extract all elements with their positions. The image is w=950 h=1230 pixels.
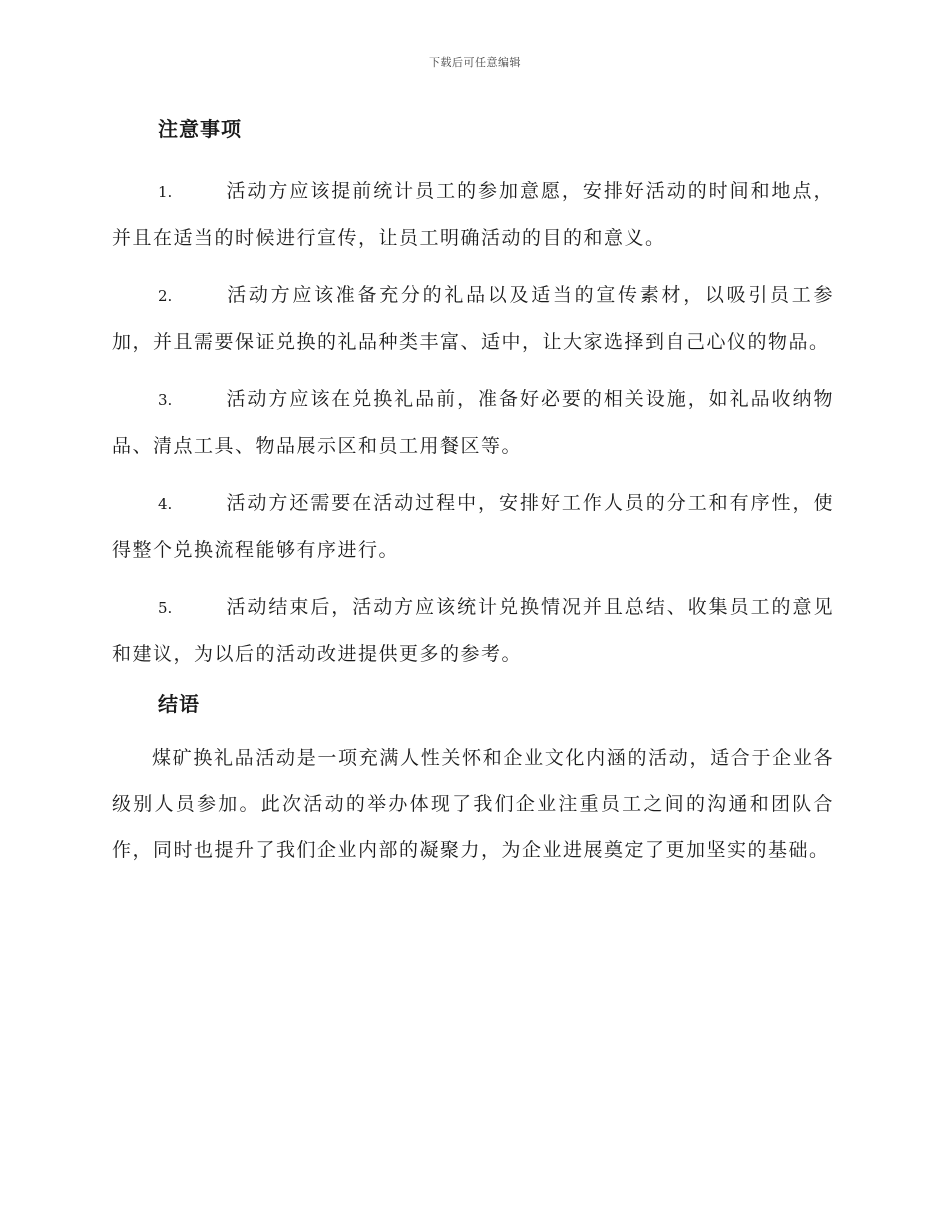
list-text: 活动结束后，活动方应该统计兑换情况并且总结、收集员工的意见和建议，为以后的活动改进提供更多的参考。: [112, 596, 834, 665]
notes-heading: 注意事项: [158, 117, 242, 141]
list-text: 活动方应该准备充分的礼品以及适当的宣传素材，以吸引员工参加，并且需要保证兑换的礼品种类丰富、适中，让大家选择到自己心仪的物品。: [112, 284, 834, 353]
list-item: [112, 584, 834, 677]
list-item: [112, 376, 834, 469]
document-body: [112, 113, 834, 873]
list-number: 4.: [158, 495, 173, 513]
list-text: 活动方应该提前统计员工的参加意愿，安排好活动的时间和地点，并且在适当的时候进行宣传，让员工明确活动的目的和意义。: [112, 180, 834, 249]
list-text: 活动方应该在兑换礼品前，准备好必要的相关设施，如礼品收纳物品、清点工具、物品展示区和员工用餐区等。: [112, 388, 834, 457]
conclusion-heading: 结语: [158, 692, 200, 716]
list-number: 2.: [158, 287, 173, 305]
header-note: 下载后可任意编辑: [429, 56, 521, 69]
conclusion-paragraph: 煤矿换礼品活动是一项充满人性关怀和企业文化内涵的活动，适合于企业各级别人员参加。此次活动的举办体现了我们企业注重员工之间的沟通和团队合作，同时也提升了我们企业内部的凝聚力，为企业进展奠定了更加坚实的基础。: [112, 747, 834, 861]
list-number: 1.: [158, 183, 173, 201]
list-text: 活动方还需要在活动过程中，安排好工作人员的分工和有序性，使得整个兑换流程能够有序进行。: [112, 492, 834, 561]
list-item: [112, 272, 834, 365]
notes-list: [112, 168, 834, 677]
list-item: [112, 168, 834, 261]
list-number: 3.: [158, 391, 173, 409]
list-number: 5.: [158, 599, 173, 617]
list-item: [112, 480, 834, 573]
